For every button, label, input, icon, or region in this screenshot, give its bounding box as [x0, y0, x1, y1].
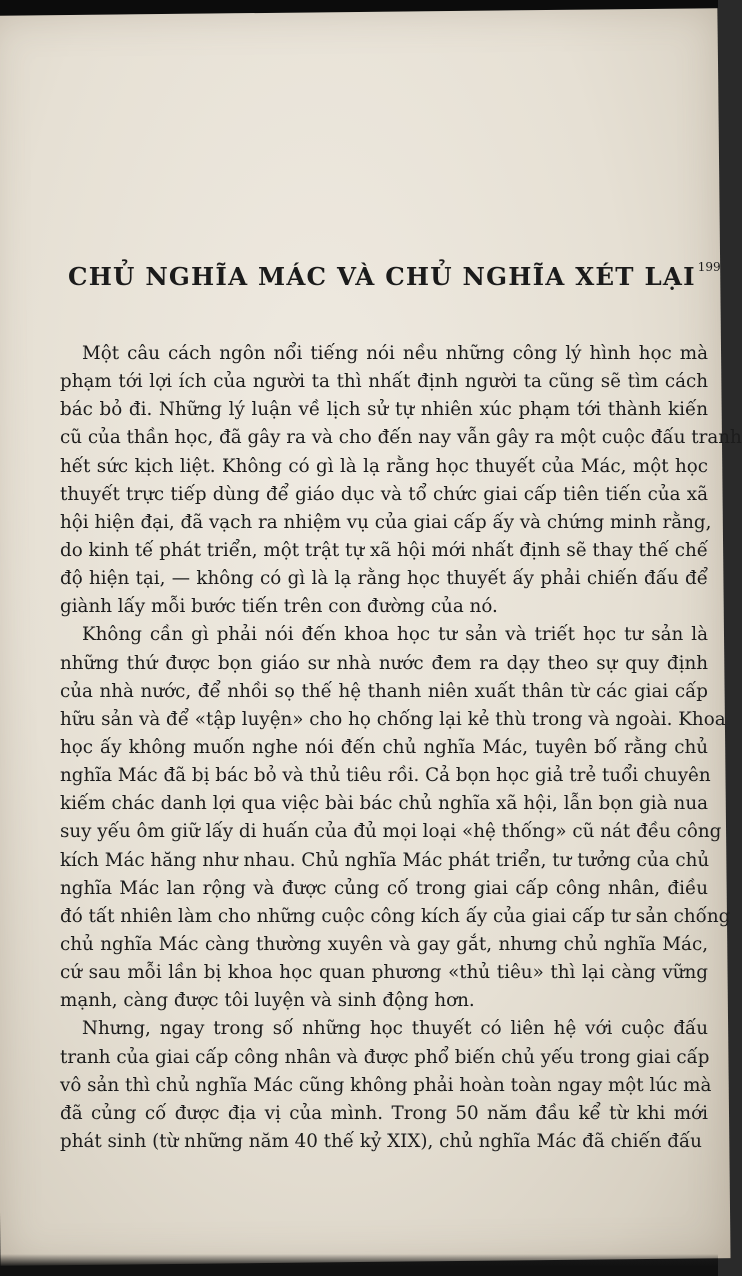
text-line: học ấy không muốn nghe nói đến chủ nghĩa Mác, tuyên bố rằng chủ	[60, 736, 708, 758]
paragraph	[60, 340, 742, 621]
text-line: tranh của giai cấp công nhân và được phổ biến chủ yếu trong giai cấp	[60, 1046, 710, 1068]
text-line: cứ sau mỗi lần bị khoa học quan phương «thủ tiêu» thì lại càng vững	[60, 962, 708, 984]
text-line: phạm tới lợi ích của người ta thì nhất định người ta cũng sẽ tìm cách	[60, 371, 708, 393]
paragraph	[60, 621, 731, 1015]
text-line: chủ nghĩa Mác càng thường xuyên và gay gắt, nhưng chủ nghĩa Mác,	[60, 933, 708, 955]
text-line: mạnh, càng được tôi luyện và sinh động hơn.	[60, 990, 475, 1012]
text-line: đó tất nhiên làm cho những cuộc công kích ấy của giai cấp tư sản chống	[60, 905, 731, 927]
paragraph	[60, 1015, 712, 1156]
text-line: suy yếu ôm giữ lấy di huấn của đủ mọi loại «hệ thống» cũ nát đều công	[60, 821, 722, 843]
chapter-title-text: CHỦ NGHĨA MÁC VÀ CHỦ NGHĨA XÉT LẠI	[68, 262, 696, 291]
text-line: hữu sản và để «tập luyện» cho họ chống lại kẻ thù trong và ngoài. Khoa	[60, 708, 726, 730]
text-line: kiếm chác danh lợi qua việc bài bác chủ nghĩa xã hội, lẫn bọn già nua	[60, 793, 708, 815]
chapter-title	[68, 260, 721, 291]
text-line: thuyết trực tiếp dùng để giáo dục và tổ chức giai cấp tiên tiến của xã	[60, 483, 708, 505]
text-line: nghĩa Mác lan rộng và được củng cố trong giai cấp công nhân, điều	[60, 877, 708, 899]
text-line: cũ của thần học, đã gây ra và cho đến nay vẫn gây ra một cuộc đấu tranh	[60, 427, 742, 449]
text-line: vô sản thì chủ nghĩa Mác cũng không phải hoàn toàn ngay một lúc mà	[60, 1074, 712, 1096]
text-line: giành lấy mỗi bước tiến trên con đường của nó.	[60, 596, 498, 618]
page-bottom-shadow	[0, 1254, 718, 1276]
text-line: đã củng cố được địa vị của mình. Trong 50 năm đầu kể từ khi mới	[60, 1102, 708, 1124]
text-line: hội hiện đại, đã vạch ra nhiệm vụ của giai cấp ấy và chứng minh rằng,	[60, 511, 712, 533]
body-text	[60, 340, 742, 1156]
text-line: hết sức kịch liệt. Không có gì là lạ rằng học thuyết của Mác, một học	[60, 455, 708, 477]
text-line: độ hiện tại, — không có gì là lạ rằng học thuyết ấy phải chiến đấu để	[60, 568, 708, 590]
text-line: những thứ được bọn giáo sư nhà nước đem ra dạy theo sự quy định	[60, 652, 708, 674]
text-line: kích Mác hăng như nhau. Chủ nghĩa Mác phát triển, tư tưởng của chủ	[60, 849, 710, 871]
text-line: phát sinh (từ những năm 40 thế kỷ XIX), chủ nghĩa Mác đã chiến đấu	[60, 1130, 702, 1152]
text-line: Không cần gì phải nói đến khoa học tư sản và triết học tư sản là	[82, 624, 708, 646]
text-line: của nhà nước, để nhồi sọ thế hệ thanh niên xuất thân từ các giai cấp	[60, 680, 708, 702]
text-line: Một câu cách ngôn nổi tiếng nói nều những công lý hình học mà	[82, 343, 708, 364]
text-line: Nhưng, ngay trong số những học thuyết có liên hệ với cuộc đấu	[82, 1018, 708, 1040]
text-line: do kinh tế phát triển, một trật tự xã hội mới nhất định sẽ thay thế chế	[60, 539, 708, 561]
text-line: bác bỏ đi. Những lý luận về lịch sử tự nhiên xúc phạm tới thành kiến	[60, 399, 708, 421]
footnote-reference: 199	[697, 260, 721, 274]
text-line: nghĩa Mác đã bị bác bỏ và thủ tiêu rồi. Cả bọn học giả trẻ tuổi chuyên	[60, 765, 711, 787]
